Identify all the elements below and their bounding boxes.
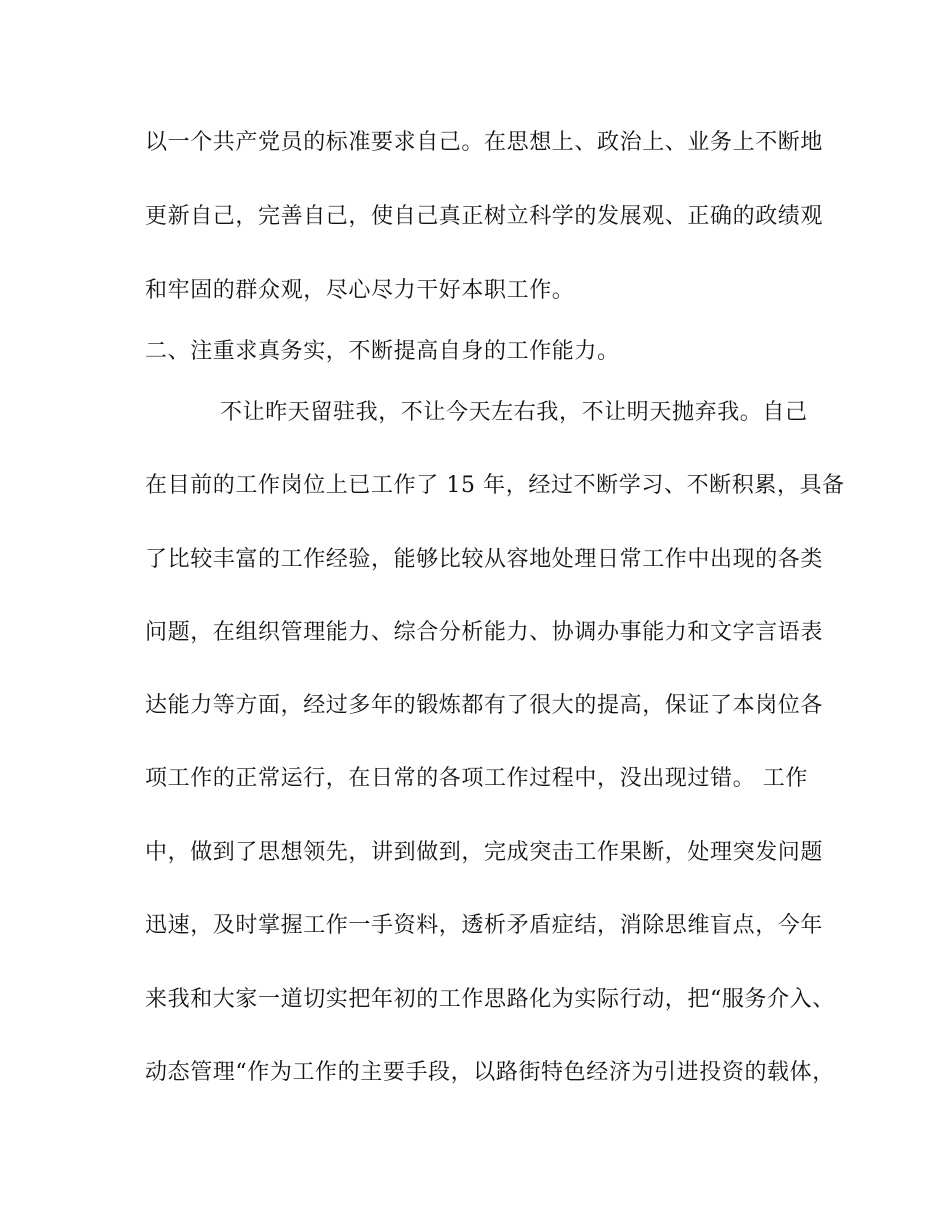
- paragraph-line: 来我和大家一道切实把年初的工作思路化为实际行动，把“服务介入、: [145, 987, 835, 1012]
- paragraph-line: 问题，在组织管理能力、综合分析能力、协调办事能力和文字言语表: [145, 620, 824, 645]
- paragraph-line: 达能力等方面，经过多年的锻炼都有了很大的提高，保证了本岗位各: [145, 693, 824, 718]
- paragraph-line: 不让昨天留驻我，不让今天左右我，不让明天抛弃我。自己: [220, 400, 808, 425]
- paragraph-line: 迅速，及时掌握工作一手资料，透析矛盾症结，消除思维盲点，今年: [145, 913, 824, 938]
- paragraph-line: 在目前的工作岗位上已工作了 15 年，经过不断学习、不断积累，具备: [145, 473, 845, 498]
- paragraph-line: 更新自己，完善自己，使自己真正树立科学的发展观、正确的政绩观: [145, 204, 824, 229]
- paragraph-line: 以一个共产党员的标准要求自己。在思想上、政治上、业务上不断地: [145, 130, 824, 155]
- paragraph-line: 了比较丰富的工作经验，能够比较从容地处理日常工作中出现的各类: [145, 547, 824, 572]
- section-heading: 二、注重求真务实，不断提高自身的工作能力。: [145, 339, 620, 364]
- paragraph-line: 中，做到了思想领先，讲到做到，完成突击工作果断，处理突发问题: [145, 840, 824, 865]
- paragraph-line: 和牢固的群众观，尽心尽力干好本职工作。: [145, 278, 575, 303]
- paragraph-line: 项工作的正常运行，在日常的各项工作过程中，没出现过错。 工作: [145, 766, 808, 791]
- paragraph-line: 动态管理“作为工作的主要手段，以路街特色经济为引进投资的载体，: [145, 1060, 835, 1085]
